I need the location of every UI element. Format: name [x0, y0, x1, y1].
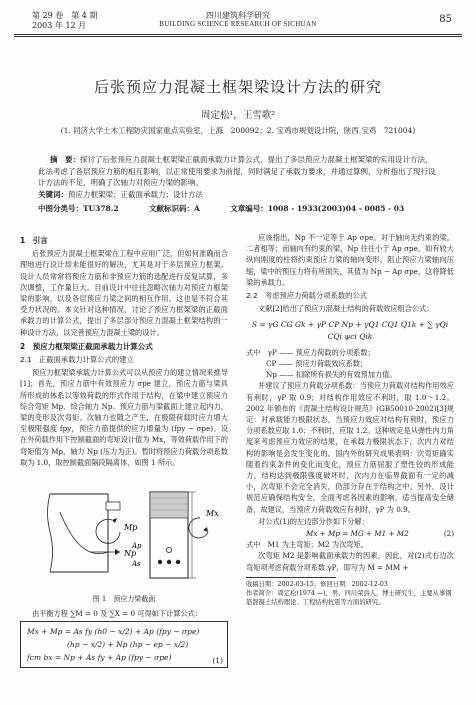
issue-date: 2003 年 12 月: [32, 21, 87, 30]
page-number: 85: [439, 14, 452, 25]
journal-name-cn: 四川建筑科学研究: [206, 11, 270, 20]
equation-3: [246, 528, 454, 539]
equation-number: (2): [443, 529, 454, 539]
section-heading: 1 引言: [20, 236, 48, 245]
clc-number: 中图分类号：TU378.2: [38, 204, 119, 213]
journal-name-en: BUILDING SCIENCE RESEARCH OF SICHUAN: [159, 20, 317, 28]
author-affiliation: (1. 同济大学土木工程防灾国家重点实验室，上海 200092；2. 宝鸡市规划设计院，陕西 宝鸡 721004): [60, 126, 416, 135]
equation-number: (1): [212, 656, 223, 666]
paragraph: 文献[2]给出了预应力混凝土结构的荷载效应组合公式：: [258, 304, 434, 314]
paragraph: 由平衡方程 ∑M = 0 及 ∑X = 0 可得如下计算公式：: [32, 609, 203, 619]
keywords-text: 预应力框架梁；正截面承载力；设计方法: [68, 190, 203, 199]
paragraph: 后张预应力混凝土框架梁在工程中应用广泛，但如何准确而合理地进行设计却未能很好的解决，尤其是对于多层预应力框架，设计人员常常将预应力筋和非预应力筋的选配进行反复试算，多次调整，工作量巨大。目前设计中往往忽略次轴力对预应力框架梁的影响，以及各层预应力梁之间的相互作用，这也是不符合其受力状况的。本文针对这种情况，讨论了预应力框架梁的正截面承载力的计算公式，提出了多层部分预应力混凝土框架结构的一种设计方法，以完善预应力混凝土梁的设计。: [20, 249, 228, 337]
label-mp: Mp: [124, 523, 138, 533]
subsection-heading: 2.2 考虑预应力荷载分项系数的公式: [246, 291, 368, 301]
where-line: Np —— 扣除所有损失的有效预加力值。: [266, 370, 397, 380]
article-meta: [38, 203, 438, 214]
abstract: [38, 154, 438, 189]
document-code: 文献标识码：A: [149, 204, 200, 213]
equation-line: Mx + Mp = As fy (h0 − x/2) + Ap (fpy − σpe): [27, 627, 200, 637]
paragraph: 应该指出，Np 不一定等于 Ap σpe。对于轴向无约束的梁，二者相等；而轴向有约束的梁，Np 往往小于 Ap σpe。如有较大纵向刚度的柱将约束预应力梁的轴向变形，阻止预应力梁轴向压缩，梁中的预压力将有所损失，其值为 Np − Ap σpe，这将降低梁的承载力。: [246, 233, 454, 287]
volume-issue: 第 29 卷 第 4 期: [32, 11, 98, 20]
article-authors: 周定松¹，王雪歌²: [200, 110, 276, 121]
equation-line: fcm bx = Np + As fy + Ap (fpy − σpe): [27, 653, 172, 663]
label-as: As: [132, 560, 141, 569]
footnote-author-bio: 作者简介：周定松(1974 —)，男，四川荣县人，博士研究生，主要从事钢筋混凝土结构理论、工程结构抗震等方面的研究。: [246, 589, 452, 606]
section-heading: 2 预应力框架梁正截面承载力计算公式: [20, 341, 153, 351]
equation-line: (hp − x/2) + Np (hp − ep − x/2): [67, 640, 189, 650]
abstract-text: 探讨了后张预应力混凝土框架梁正截面承载力计算公式，提出了多层预应力混凝土框架梁的实用设计方法，此法考虑了各层预应力筋的相互影响，以正常使用要求为前提，同时满足了承载力要求，并通过算例，分析指出了现行设计方法的不足，明确了次轴力对预应力梁的影响。: [38, 155, 436, 187]
label-ap: Ap: [132, 542, 142, 551]
footnote-received: 收稿日期：2002-03-15；修回日期：2002-12-03: [246, 580, 388, 588]
figure-caption: 图 1 预应力梁截面: [92, 595, 156, 604]
keywords-label: 关键词：: [38, 190, 68, 199]
equation-1: [20, 621, 228, 668]
footnote-rule: [246, 577, 336, 578]
left-column: [20, 232, 228, 670]
paragraph: 对公式(1)的左边部分作如下分解：: [258, 516, 369, 526]
where-line: 式中 M1 为主弯矩；M2 为次弯矩。: [246, 540, 368, 550]
paragraph: 预应力框架梁承载力计算公式可以从预应力的建立情况来推导[1]；首先，预应力筋中有效预应力 σpe 建立，预应力筋与梁具所形成的体系以等效荷载的形式作用于结构，在梁中建立预应力综合弯矩 Mp、综合轴力 Np。预应力筋与梁截面上建立起内力，梁的变形及次弯矩、次轴力也随之产生，在极限荷载时应力增大至极限强度 fpy，预应力筋提供的应力增量为 (fpy − σpe)。设在外荷载作用下控制截面的弯矩设计值为 Mx，等效荷载作用下的弯矩值为 Mp、轴力 Np (压力为正)。暂时将预应力荷载分项系数取为 1.0，取控制截面隔段隔离体，如图 1 所示。: [20, 368, 228, 467]
subsection-heading: 2.1 正截面承载力计算公式的建立: [20, 355, 134, 365]
header-rule-thin: [14, 36, 462, 37]
article-title: 后张预应力混凝土框架梁设计方法的研究: [93, 78, 382, 96]
header-rule: [14, 34, 462, 35]
where-line: CP —— 预应力荷载效应系数；: [266, 359, 368, 369]
label-np: Np: [124, 549, 137, 559]
beam-section-diagram: [20, 472, 228, 592]
right-column: [246, 232, 454, 607]
equation-2: S = γG CG Gk + γP CP Np + γQ1 CQ1 Q1k + ∑ γQi CQi ψci Qik: [251, 320, 449, 341]
where-line: 式中 γP —— 预应力荷载的分项系数；: [246, 347, 375, 357]
abstract-label: 摘 要：: [50, 155, 80, 164]
paragraph: 并建议了预应力荷载分项系数：当预应力荷载对结构作用效应有利时，γP 取 0.9；对结构作用效应不利时，取 1.0～1.2。2002 年颁布的《混凝土结构设计规范》(GB50010-2002)[3]规定：对承载能力极限状态，当预应力效应对结构有利时，预应力分项系数应取 1.0；不利时，应取 1.2。这种规定是从弹性内力角度来考虑预应力效应的结果，在承载力极限状态下，次内力对结构的影响是会发生变化的。国内外的研究成果表明：次弯矩确实随着约束条件的变化而变化，预应力筋屈服了塑性铰的形成能力，结构达到极限强度破坏时，次内力在临界截面有一定的减小，次弯矩不会完全消失，仍部分存在于结构之中。另外，设计规范应确保结构安全，全面考虑各因素的影响，适当提高安全储备，故建议，当预应力荷载效应有利时，γP 为 0.9。: [246, 381, 454, 514]
equation-line: Mx + Mp = MG + M1 + M2: [306, 529, 409, 539]
paragraph: 次弯矩 M2 是影响截面承载力的因素，因此，对(2)式右边次弯矩项考虑荷载分项系数 γP，即写为 M = MM +: [246, 551, 454, 572]
figure-1: [20, 472, 228, 592]
keywords: [38, 189, 438, 200]
label-mx: Mx: [206, 509, 219, 519]
article-number: 文章编号：1008 - 1933(2003)04 - 0085 - 03: [230, 204, 405, 213]
